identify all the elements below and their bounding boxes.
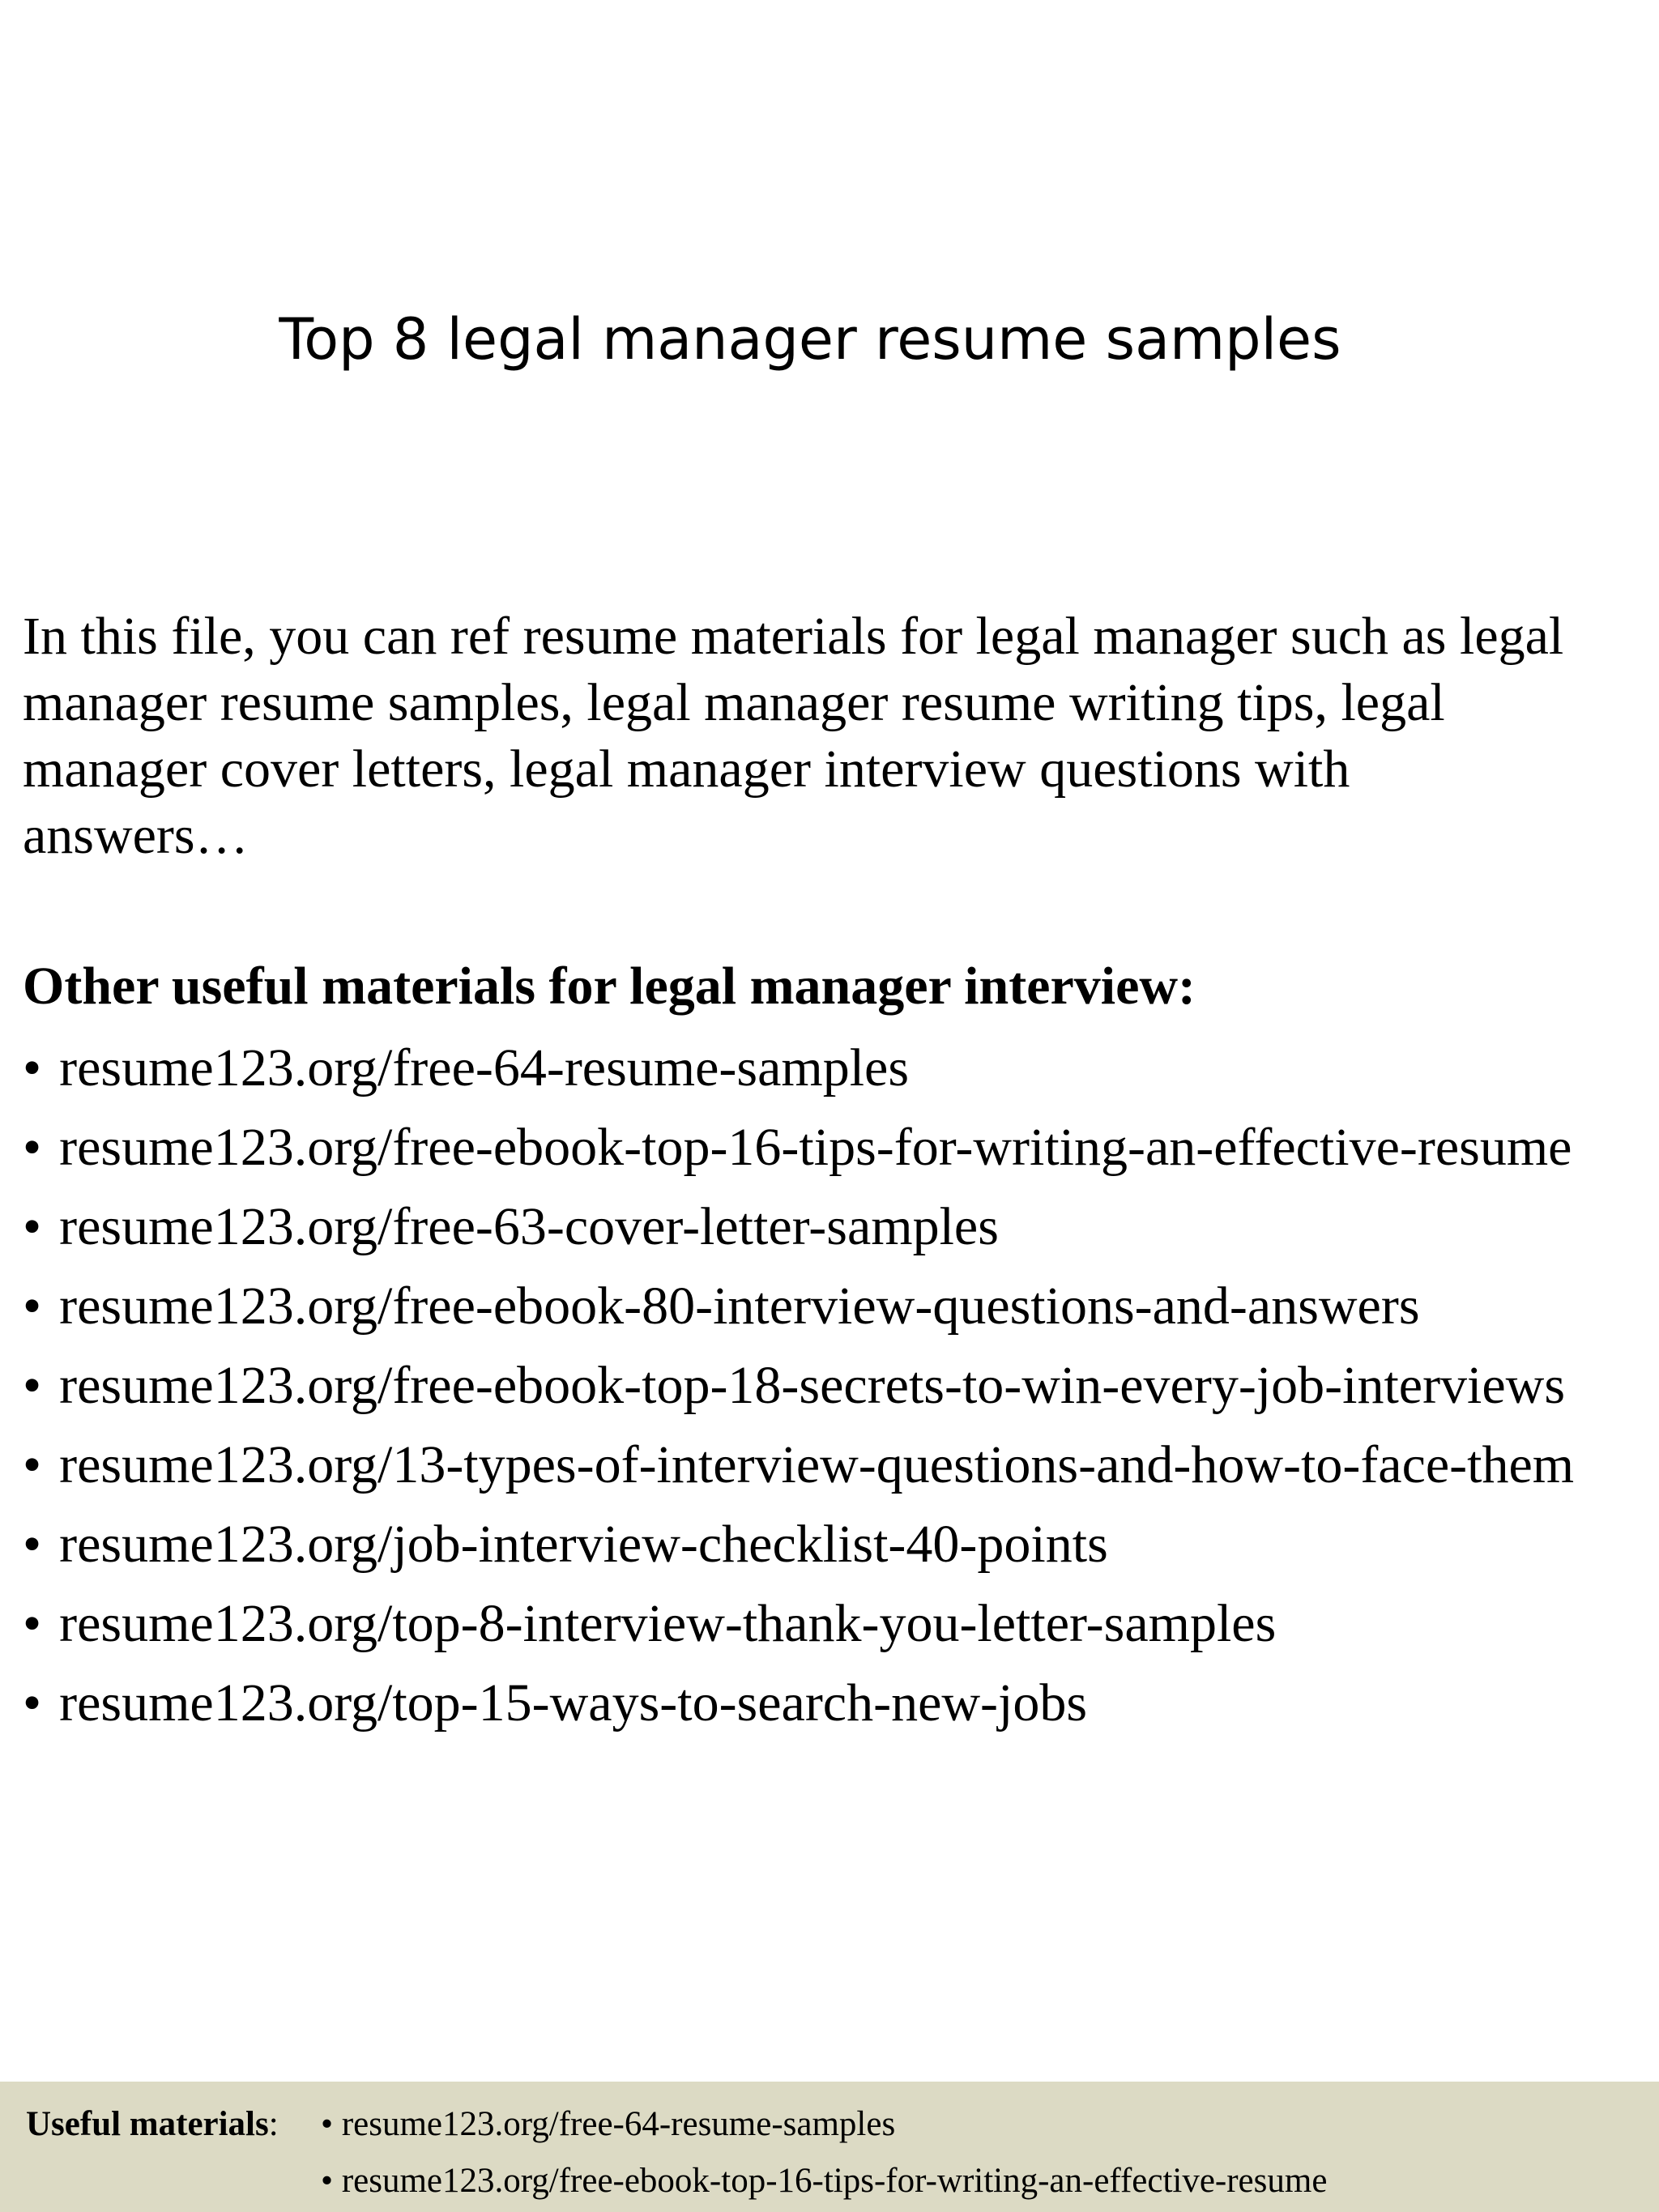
material-link[interactable]: resume123.org/free-64-resume-samples (59, 1038, 910, 1097)
material-link[interactable]: resume123.org/job-interview-checklist-40-points (59, 1515, 1108, 1574)
bullet: • (23, 1276, 42, 1336)
footer-link[interactable]: resume123.org/free-ebook-top-16-tips-for-writing-an-effective-resume (341, 2162, 1328, 2200)
footer-link[interactable]: resume123.org/free-64-resume-samples (341, 2105, 896, 2143)
list-item (23, 1346, 1574, 1426)
intro-line: In this file, you can ref resume materials for legal manager such as legal (23, 607, 1564, 666)
footer-bar (0, 2082, 1659, 2212)
materials-heading: Other useful materials for legal manager interview: (23, 957, 1196, 1016)
bullet: • (321, 2162, 334, 2200)
material-link[interactable]: resume123.org/free-ebook-top-18-secrets-to-win-every-job-interviews (59, 1356, 1566, 1415)
bullet: • (23, 1673, 42, 1733)
bullet: • (23, 1435, 42, 1494)
material-link[interactable]: resume123.org/top-8-interview-thank-you-letter-samples (59, 1594, 1277, 1653)
list-item (321, 2153, 1327, 2210)
footer-list (321, 2096, 1327, 2210)
intro-line: manager cover letters, legal manager interview questions with (23, 739, 1350, 799)
material-link[interactable]: resume123.org/free-63-cover-letter-samples (59, 1197, 999, 1256)
list-item (23, 1505, 1574, 1584)
list-item (23, 1664, 1574, 1743)
intro-line: manager resume samples, legal manager resume writing tips, legal (23, 673, 1445, 732)
materials-list (23, 1029, 1574, 1743)
material-link[interactable]: resume123.org/free-ebook-top-16-tips-for-writing-an-effective-resume (59, 1118, 1572, 1177)
list-item (23, 1584, 1574, 1664)
intro-line: answers… (23, 806, 249, 865)
bullet: • (23, 1197, 42, 1256)
list-item (23, 1426, 1574, 1505)
intro-paragraph (23, 603, 1635, 869)
page-title: Top 8 legal manager resume samples (279, 306, 1341, 373)
bullet: • (23, 1038, 42, 1097)
bullet: • (321, 2105, 334, 2143)
bullet: • (23, 1118, 42, 1177)
bullet: • (23, 1594, 42, 1653)
list-item (23, 1029, 1574, 1108)
list-item (23, 1187, 1574, 1267)
material-link[interactable]: resume123.org/top-15-ways-to-search-new-jobs (59, 1673, 1088, 1733)
bullet: • (23, 1356, 42, 1415)
footer-label (26, 2096, 279, 2153)
bullet: • (23, 1515, 42, 1574)
material-link[interactable]: resume123.org/13-types-of-interview-questions-and-how-to-face-them (59, 1435, 1575, 1494)
list-item (321, 2096, 1327, 2153)
footer-label-text: Useful materials (26, 2105, 269, 2143)
list-item (23, 1108, 1574, 1187)
material-link[interactable]: resume123.org/free-ebook-80-interview-questions-and-answers (59, 1276, 1420, 1336)
list-item (23, 1267, 1574, 1346)
footer-separator: : (268, 2105, 279, 2143)
